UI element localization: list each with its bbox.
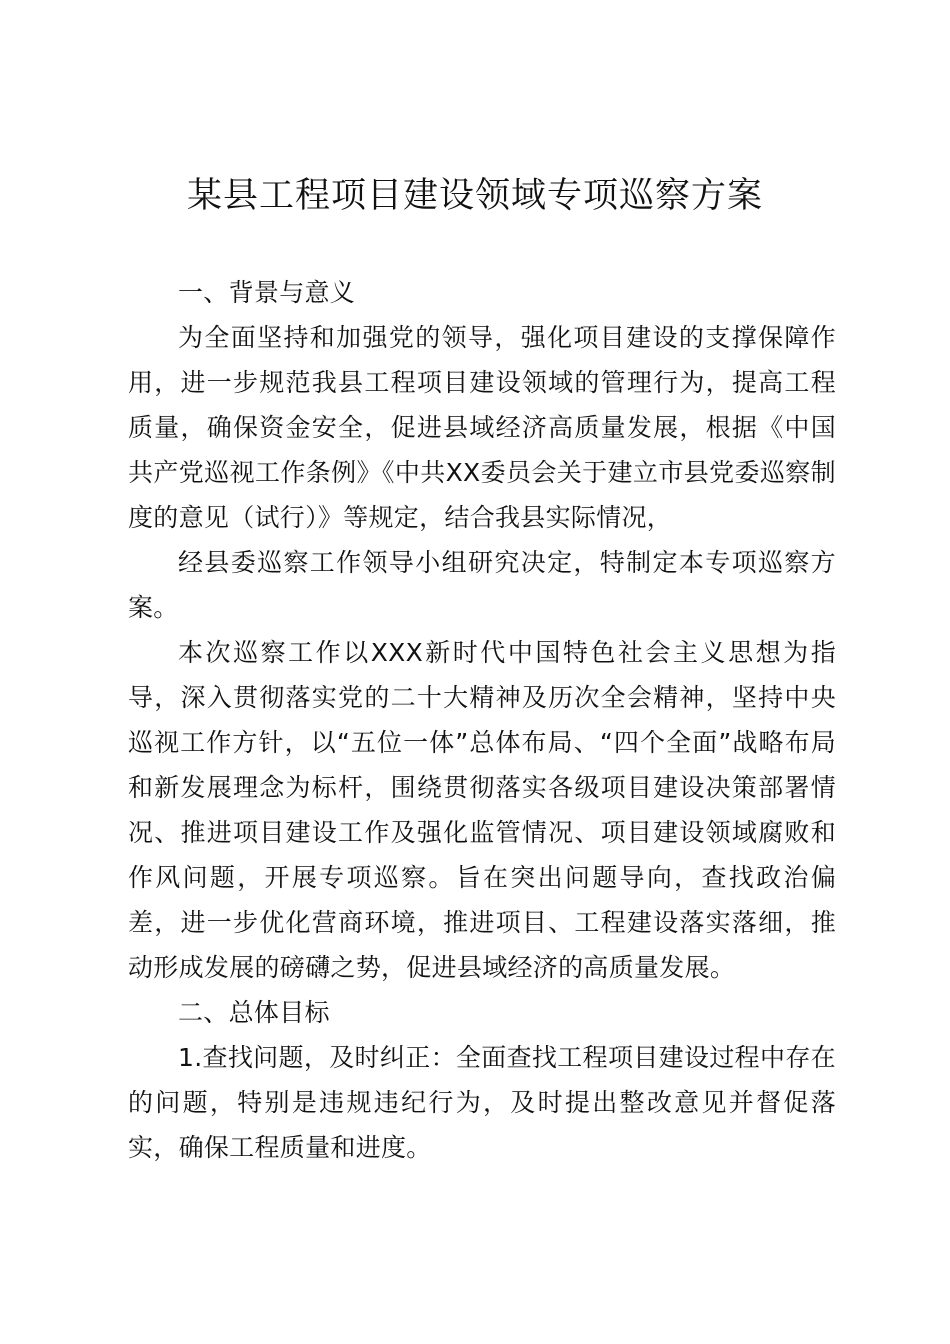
- paragraph-decision: 经县委巡察工作领导小组研究决定，特制定本专项巡察方案。: [128, 548, 836, 622]
- document-title: 某县工程项目建设领域专项巡察方案: [186, 176, 763, 216]
- paragraph-purpose: 为全面坚持和加强党的领导，强化项目建设的支撑保障作用，进一步规范我县工程项目建设领域的管理行为，提高工程质量，确保资金安全，促进县域经济高质量发展，根据《中国共产党巡视工作条例》《中共XX委员会关于建立市县党委巡察制度的意见（试行）》等规定，结合我县实际情况，: [128, 323, 836, 532]
- section-heading-goals: 二、总体目标: [178, 998, 330, 1027]
- paragraph-goal-1: 1.查找问题，及时纠正：全面查找工程项目建设过程中存在的问题，特别是违规违纪行为，及时提出整改意见并督促落实，确保工程质量和进度。: [128, 1043, 836, 1162]
- paragraph-guidance: 本次巡察工作以XXX新时代中国特色社会主义思想为指导，深入贯彻落实党的二十大精神及历次全会精神，坚持中央巡视工作方针，以“五位一体”总体布局、“四个全面”战略布局和新发展理念为标杆，围绕贯彻落实各级项目建设决策部署情况、推进项目建设工作及强化监管情况、项目建设领域腐败和作风问题，开展专项巡察。旨在突出问题导向，查找政治偏差，进一步优化营商环境，推进项目、工程建设落实落细，推动形成发展的磅礴之势，促进县域经济的高质量发展。: [128, 638, 836, 982]
- document-body: [128, 270, 836, 1170]
- section-heading-background: 一、背景与意义: [178, 278, 356, 307]
